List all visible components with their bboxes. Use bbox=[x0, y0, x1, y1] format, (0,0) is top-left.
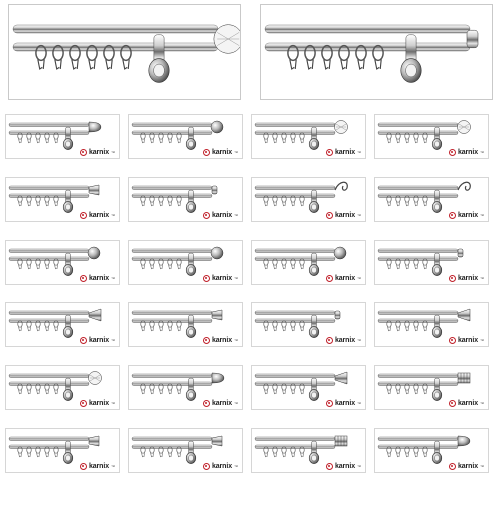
trademark-symbol: ™ bbox=[111, 150, 115, 155]
hero-card-2[interactable] bbox=[260, 4, 493, 100]
karnix-logo bbox=[80, 337, 115, 344]
crystal-ball-icon bbox=[335, 121, 348, 134]
karnix-mark-icon bbox=[449, 337, 456, 344]
karnix-logo bbox=[80, 212, 115, 219]
product-tile[interactable] bbox=[374, 177, 489, 222]
product-tile[interactable] bbox=[128, 177, 243, 222]
karnix-mark-icon bbox=[449, 212, 456, 219]
karnix-mark-icon bbox=[449, 400, 456, 407]
trademark-symbol: ™ bbox=[234, 338, 238, 343]
ribbed-cylinder-icon bbox=[335, 436, 347, 446]
fan-cone-icon bbox=[458, 309, 470, 321]
product-tile[interactable] bbox=[251, 240, 366, 285]
product-tile[interactable] bbox=[374, 428, 489, 473]
karnix-logo bbox=[80, 149, 115, 156]
karnix-logo bbox=[326, 149, 361, 156]
karnix-mark-icon bbox=[326, 212, 333, 219]
brand-name: karnix bbox=[211, 463, 232, 470]
karnix-mark-icon bbox=[203, 400, 210, 407]
product-tile[interactable] bbox=[128, 302, 243, 347]
karnix-logo bbox=[449, 400, 484, 407]
trademark-symbol: ™ bbox=[480, 401, 484, 406]
product-tile[interactable] bbox=[5, 428, 120, 473]
trumpet-icon bbox=[335, 372, 347, 384]
trademark-symbol: ™ bbox=[357, 276, 361, 281]
product-tile[interactable] bbox=[128, 428, 243, 473]
karnix-mark-icon bbox=[80, 275, 87, 282]
trademark-symbol: ™ bbox=[357, 213, 361, 218]
trademark-symbol: ™ bbox=[357, 401, 361, 406]
tulip-cap-icon bbox=[89, 436, 99, 446]
crystal-ball-icon bbox=[214, 25, 241, 54]
bullet-cap-icon bbox=[89, 122, 101, 132]
karnix-logo bbox=[203, 337, 238, 344]
crystal-cone-icon bbox=[89, 185, 99, 195]
hero-card-1[interactable] bbox=[8, 4, 241, 100]
product-tile[interactable] bbox=[251, 177, 366, 222]
karnix-mark-icon bbox=[449, 463, 456, 470]
dome-cap-icon bbox=[212, 373, 224, 383]
product-tile[interactable] bbox=[5, 114, 120, 159]
karnix-mark-icon bbox=[326, 463, 333, 470]
karnix-logo bbox=[326, 400, 361, 407]
trademark-symbol: ™ bbox=[480, 338, 484, 343]
karnix-mark-icon bbox=[449, 149, 456, 156]
flat-cap-icon bbox=[335, 311, 340, 319]
karnix-mark-icon bbox=[80, 337, 87, 344]
product-tile[interactable] bbox=[374, 365, 489, 410]
flat-disc-icon bbox=[458, 249, 463, 257]
karnix-mark-icon bbox=[203, 212, 210, 219]
brand-name: karnix bbox=[457, 337, 478, 344]
plain-cap-icon bbox=[212, 186, 217, 194]
karnix-mark-icon bbox=[326, 337, 333, 344]
brand-name: karnix bbox=[457, 400, 478, 407]
product-tile[interactable] bbox=[374, 240, 489, 285]
brand-name: karnix bbox=[457, 463, 478, 470]
karnix-mark-icon bbox=[326, 400, 333, 407]
trademark-symbol: ™ bbox=[111, 464, 115, 469]
brand-name: karnix bbox=[334, 212, 355, 219]
product-tile[interactable] bbox=[128, 365, 243, 410]
trademark-symbol: ™ bbox=[234, 464, 238, 469]
karnix-logo bbox=[80, 400, 115, 407]
product-tile[interactable] bbox=[251, 302, 366, 347]
ball-ring-icon bbox=[88, 247, 100, 259]
brand-name: karnix bbox=[334, 337, 355, 344]
karnix-logo bbox=[203, 212, 238, 219]
trademark-symbol: ™ bbox=[234, 276, 238, 281]
faceted-crystal-icon bbox=[458, 121, 471, 134]
flared-cone-icon bbox=[89, 309, 101, 321]
brand-name: karnix bbox=[88, 463, 109, 470]
karnix-logo bbox=[80, 275, 115, 282]
product-tile[interactable] bbox=[251, 365, 366, 410]
product-tile[interactable] bbox=[5, 240, 120, 285]
karnix-mark-icon bbox=[326, 275, 333, 282]
brand-name: karnix bbox=[88, 400, 109, 407]
leaf-spiral-icon bbox=[335, 182, 347, 190]
trademark-symbol: ™ bbox=[234, 213, 238, 218]
brand-name: karnix bbox=[334, 400, 355, 407]
product-tile[interactable] bbox=[128, 240, 243, 285]
trademark-symbol: ™ bbox=[234, 401, 238, 406]
brand-name: karnix bbox=[211, 337, 232, 344]
karnix-logo bbox=[203, 149, 238, 156]
karnix-logo bbox=[326, 275, 361, 282]
karnix-mark-icon bbox=[80, 400, 87, 407]
brand-name: karnix bbox=[211, 400, 232, 407]
product-tile[interactable] bbox=[251, 114, 366, 159]
karnix-mark-icon bbox=[80, 463, 87, 470]
karnix-mark-icon bbox=[449, 275, 456, 282]
trademark-symbol: ™ bbox=[111, 401, 115, 406]
karnix-mark-icon bbox=[203, 149, 210, 156]
ball-icon bbox=[211, 121, 223, 133]
product-tile[interactable] bbox=[5, 365, 120, 410]
brand-name: karnix bbox=[211, 275, 232, 282]
brand-name: karnix bbox=[334, 463, 355, 470]
karnix-logo bbox=[449, 275, 484, 282]
trademark-symbol: ™ bbox=[357, 150, 361, 155]
ball-icon bbox=[334, 247, 346, 259]
product-tile[interactable] bbox=[5, 302, 120, 347]
trademark-symbol: ™ bbox=[111, 213, 115, 218]
karnix-logo bbox=[449, 337, 484, 344]
brand-name: karnix bbox=[88, 212, 109, 219]
trademark-symbol: ™ bbox=[480, 464, 484, 469]
brand-name: karnix bbox=[88, 337, 109, 344]
karnix-logo bbox=[326, 212, 361, 219]
brand-name: karnix bbox=[457, 212, 478, 219]
ornate-leaf-icon bbox=[458, 182, 470, 190]
karnix-logo bbox=[80, 463, 115, 470]
curtain-rod-illustration bbox=[9, 5, 241, 100]
lantern-cap-icon bbox=[458, 373, 470, 383]
karnix-logo bbox=[449, 212, 484, 219]
trademark-symbol: ™ bbox=[357, 464, 361, 469]
trademark-symbol: ™ bbox=[111, 338, 115, 343]
trademark-symbol: ™ bbox=[480, 150, 484, 155]
brand-name: karnix bbox=[334, 149, 355, 156]
cylinder-cap-icon bbox=[467, 30, 478, 48]
brand-name: karnix bbox=[88, 275, 109, 282]
brand-name: karnix bbox=[211, 212, 232, 219]
karnix-mark-icon bbox=[203, 275, 210, 282]
karnix-mark-icon bbox=[203, 337, 210, 344]
brand-name: karnix bbox=[457, 275, 478, 282]
brand-name: karnix bbox=[211, 149, 232, 156]
brand-name: karnix bbox=[88, 149, 109, 156]
product-tile[interactable] bbox=[128, 114, 243, 159]
karnix-logo bbox=[203, 463, 238, 470]
tapered-cap-icon bbox=[212, 310, 222, 320]
karnix-mark-icon bbox=[80, 149, 87, 156]
product-tile[interactable] bbox=[374, 114, 489, 159]
karnix-logo bbox=[203, 400, 238, 407]
karnix-logo bbox=[203, 275, 238, 282]
karnix-logo bbox=[326, 463, 361, 470]
product-tile[interactable] bbox=[251, 428, 366, 473]
pillar-cap-icon bbox=[212, 436, 222, 446]
brand-name: karnix bbox=[334, 275, 355, 282]
karnix-logo bbox=[326, 337, 361, 344]
trademark-symbol: ™ bbox=[480, 213, 484, 218]
product-tile[interactable] bbox=[374, 302, 489, 347]
teardrop-crystal-icon bbox=[458, 436, 470, 446]
karnix-mark-icon bbox=[203, 463, 210, 470]
curtain-rod-illustration bbox=[261, 5, 493, 100]
trademark-symbol: ™ bbox=[480, 276, 484, 281]
trademark-symbol: ™ bbox=[111, 276, 115, 281]
trademark-symbol: ™ bbox=[234, 150, 238, 155]
trademark-symbol: ™ bbox=[357, 338, 361, 343]
karnix-mark-icon bbox=[80, 212, 87, 219]
ball-icon bbox=[211, 247, 223, 259]
karnix-logo bbox=[449, 463, 484, 470]
product-tile[interactable] bbox=[5, 177, 120, 222]
karnix-logo bbox=[449, 149, 484, 156]
crystal-ball-icon bbox=[89, 372, 102, 385]
karnix-mark-icon bbox=[326, 149, 333, 156]
brand-name: karnix bbox=[457, 149, 478, 156]
